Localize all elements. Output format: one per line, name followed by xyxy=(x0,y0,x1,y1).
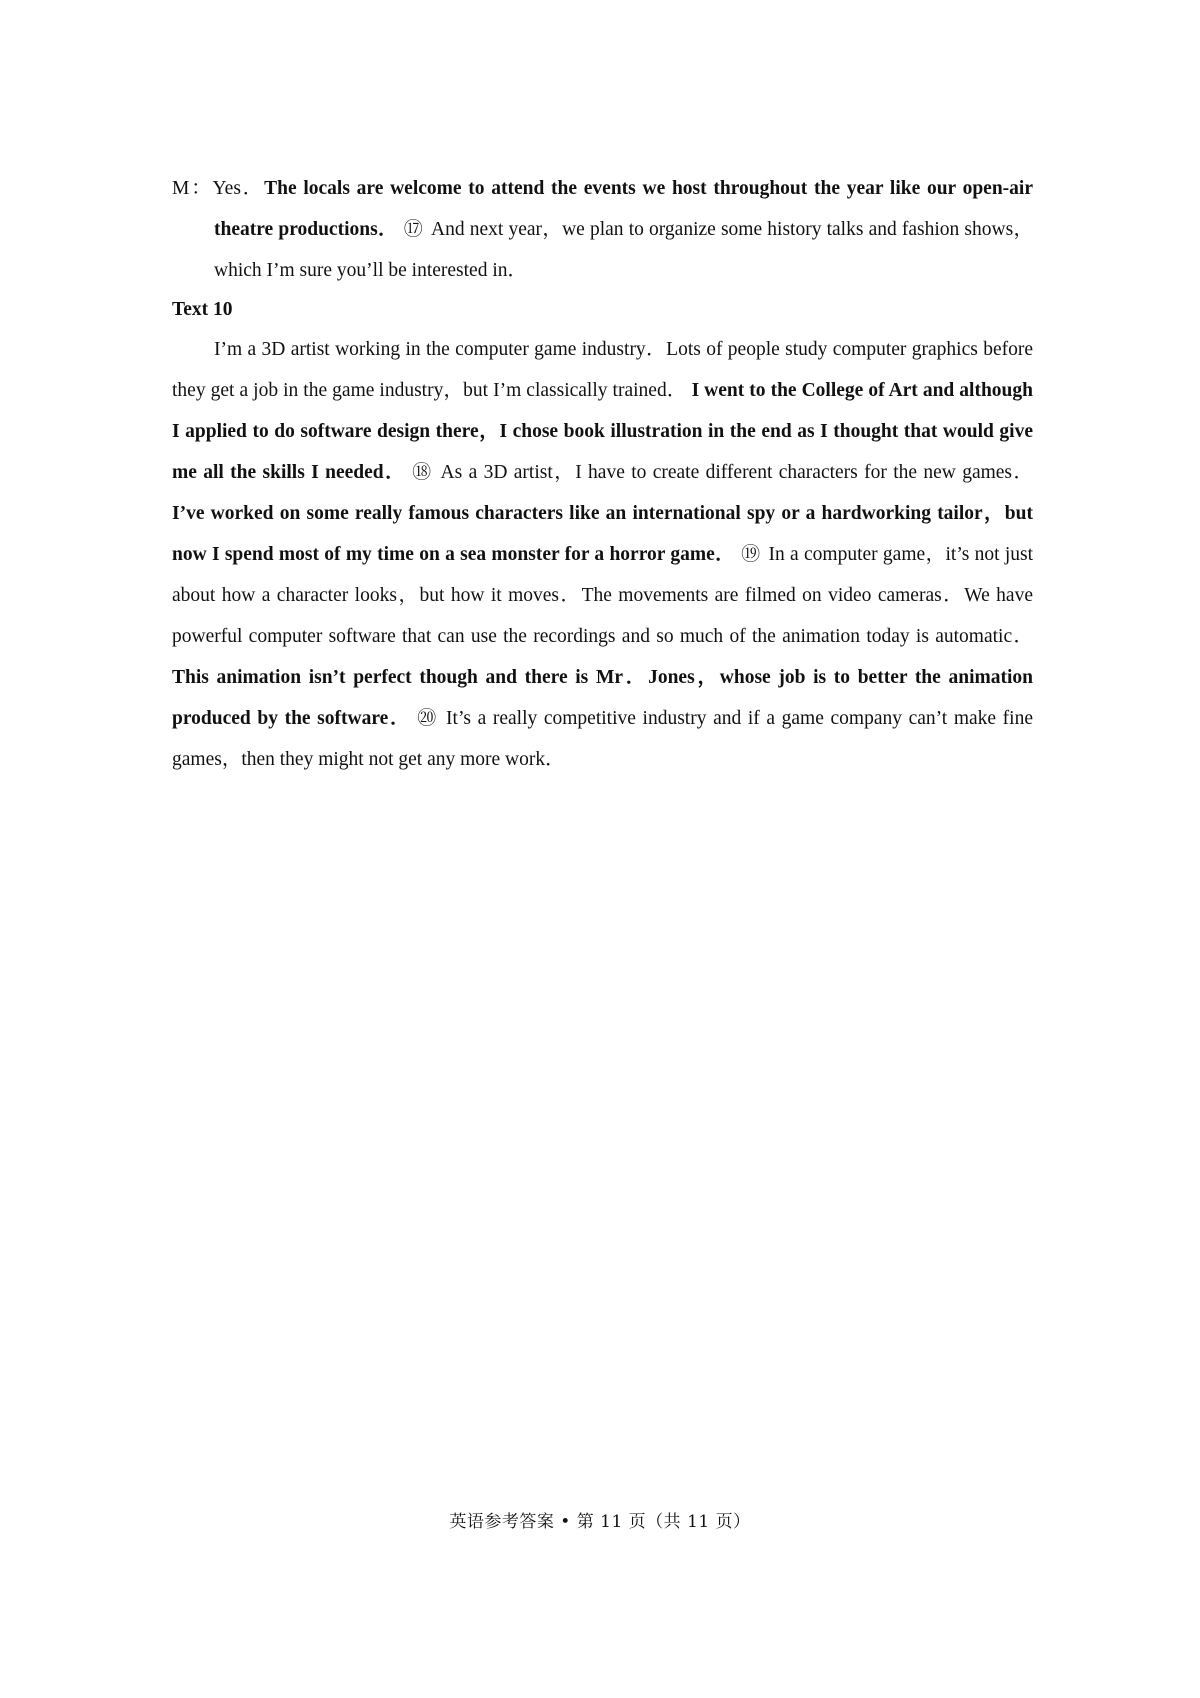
text10-paragraph xyxy=(172,329,1033,780)
document-content xyxy=(172,168,1033,780)
passage-text: It’s a really competitive industry and if a game company can’t make fine games，then they might not get any more work． xyxy=(172,708,1033,770)
bold-answer-17: The locals are welcome to attend the events we host throughout the year like our open-air theatre productions． xyxy=(214,178,1033,240)
passage-text: As a 3D artist，I have to create different characters for the new games． xyxy=(440,462,1033,483)
speaker-label: M： xyxy=(172,178,213,199)
bold-answer-19: I’ve worked on some really famous characters like an international spy or a hardworking tailor，but now I spend most of my time on a sea monster for a horror game． xyxy=(172,503,1033,565)
page-footer: 英语参考答案 • 第 11 页（共 11 页） xyxy=(449,1512,751,1532)
question-marker-19: ⑲ xyxy=(741,543,761,565)
bold-answer-20: This animation isn’t perfect though and there is Mr．Jones，whose job is to better the animation produced by the software． xyxy=(172,667,1033,729)
dialogue-paragraph xyxy=(172,168,1033,291)
section-heading: Text 10 xyxy=(172,299,233,320)
passage-text: In a computer game，it’s not just about how a character looks，but how it moves．The movements are filmed on video cameras．We have powerful computer software that can use the recordings and so much of the animation today is automatic． xyxy=(172,544,1033,647)
question-marker-18: ⑱ xyxy=(412,461,433,483)
dialogue-text: Yes． xyxy=(212,178,265,199)
question-marker-17: ⑰ xyxy=(403,218,424,240)
passage-text: I’m a 3D artist working in the computer game industry．Lots of people study computer graphics before they get a job in the game industry，but I’m classically trained． xyxy=(172,339,1033,401)
bold-answer-18: I went to the College of Art and although I applied to do software design there，I chose book illustration in the end as I thought that would give me all the skills I needed． xyxy=(172,380,1033,483)
question-marker-20: ⑳ xyxy=(417,707,439,729)
dialogue-text: And next year，we plan to organize some history talks and fashion shows，which I’m sure you’ll be interested in． xyxy=(214,219,1033,281)
